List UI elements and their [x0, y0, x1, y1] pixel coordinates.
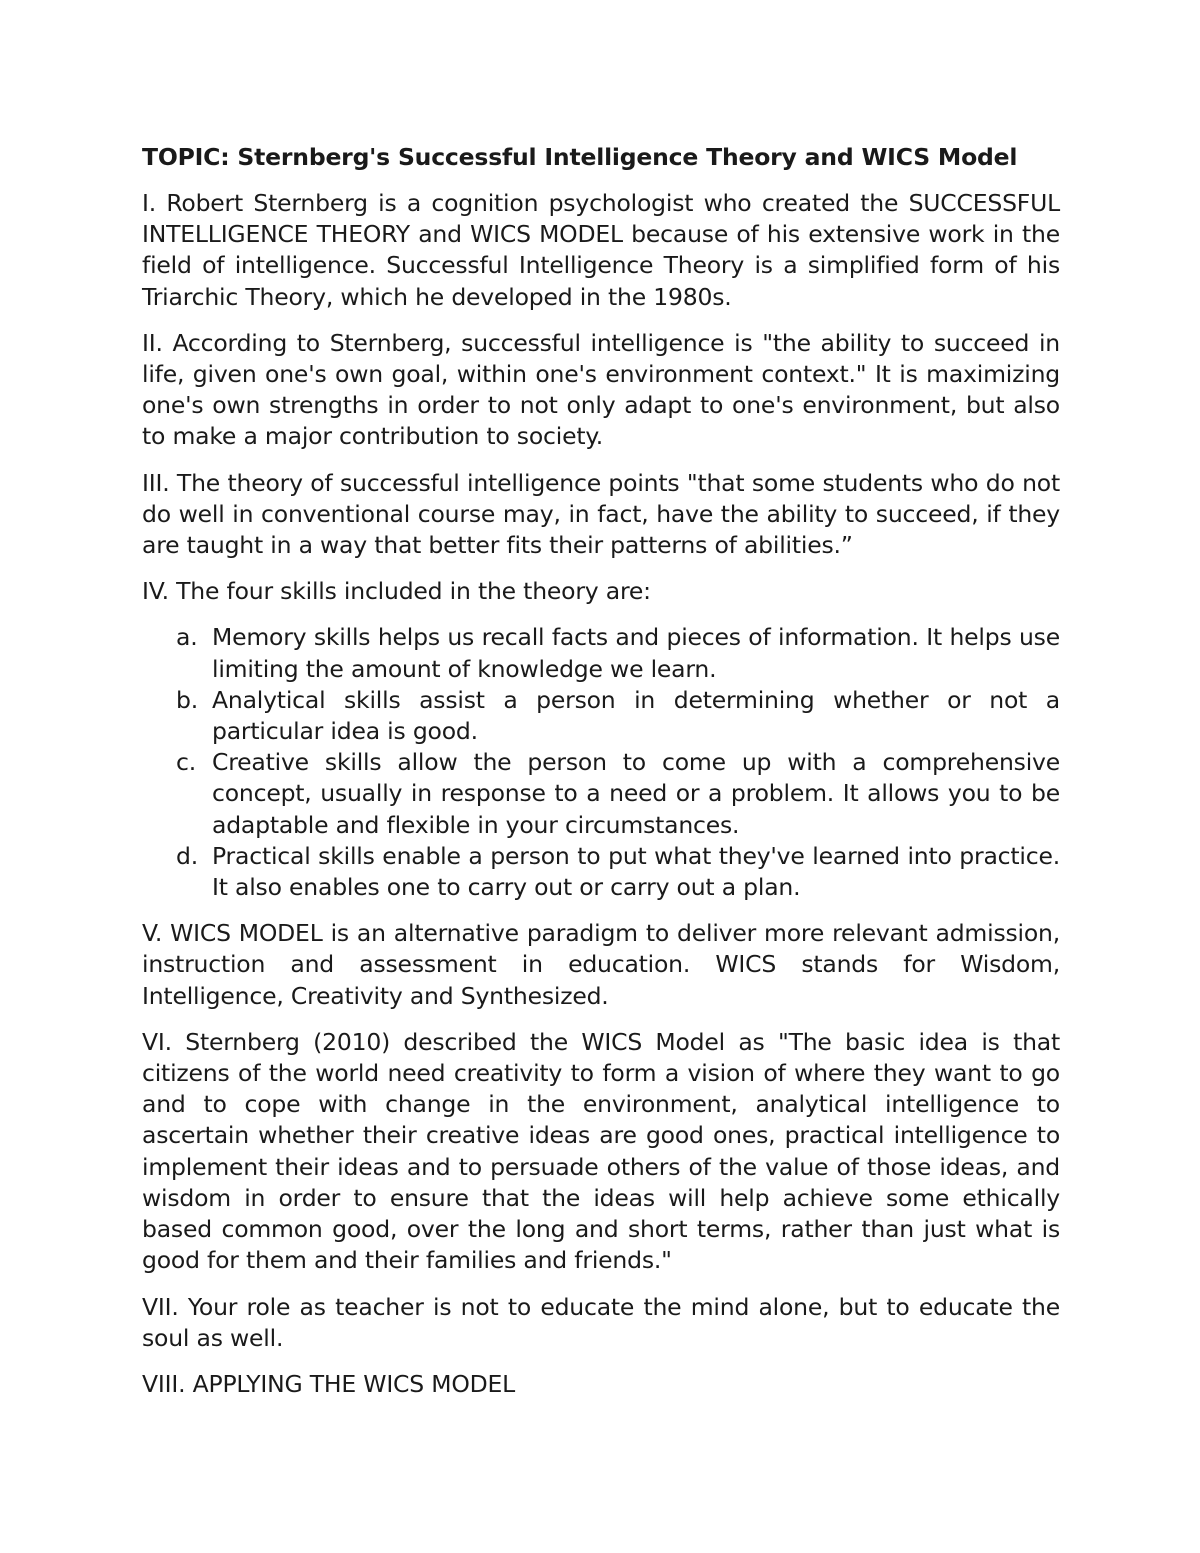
- paragraph-v: V. WICS MODEL is an alternative paradigm to deliver more relevant admission, instruction and assessment in education. WICS stands for Wisdom, Intelligence, Creativity and Synthesized.: [142, 919, 1060, 1010]
- paragraph-iv: IV. The four skills included in the theory are:: [142, 577, 651, 606]
- list-item-b: [142, 685, 1060, 747]
- paragraph-vii: VII. Your role as teacher is not to educate the mind alone, but to educate the soul as well.: [142, 1292, 1060, 1352]
- skills-list: [142, 622, 1060, 903]
- document-title: TOPIC: Sternberg's Successful Intelligence Theory and WICS Model: [142, 143, 1018, 171]
- paragraph-viii: VIII. APPLYING THE WICS MODEL: [142, 1369, 516, 1398]
- list-marker: d.: [176, 841, 198, 870]
- list-item-text: Creative skills allow the person to come up with a comprehensive concept, usually in response to a need or a problem. It allows you to be adaptable and flexible in your circumstances.: [212, 748, 1060, 839]
- list-marker: c.: [176, 748, 196, 777]
- list-marker: a.: [176, 623, 198, 652]
- list-item-text: Practical skills enable a person to put what they've learned into practice. It also enables one to carry out or carry out a plan.: [212, 841, 1060, 902]
- list-item-text: Memory skills helps us recall facts and pieces of information. It helps use limiting the amount of knowledge we learn.: [212, 623, 1060, 683]
- list-item-a: [142, 622, 1060, 684]
- document-body: [142, 140, 1060, 1415]
- paragraph-iii: III. The theory of successful intelligence points "that some students who do not do well in conventional course may, in fact, have the ability to succeed, if they are taught in a way that better fits their patterns of abilities.”: [142, 468, 1060, 560]
- list-marker: b.: [176, 685, 198, 714]
- paragraph-i: I. Robert Sternberg is a cognition psychologist who created the SUCCESSFUL INTELLIGENCE THEORY and WICS MODEL because of his extensive work in the field of intelligence. Successful Intelligence Theory is a simplified form of his Triarchic Theory, which he developed in the 1980s.: [142, 189, 1060, 311]
- list-item-text: Analytical skills assist a person in determining whether or not a particular idea is good.: [212, 685, 1060, 746]
- paragraph-vi: VI. Sternberg (2010) described the WICS Model as "The basic idea is that citizens of the world need creativity to form a vision of where they want to go and to cope with change in the environment, analytical intelligence to ascertain whether their creative ideas are good ones, practical intelligence to implement their ideas and to persuade others of the value of those ideas, and wisdom in order to ensure that the ideas will help achieve some ethically based common good, over the long and short terms, rather than just what is good for them and their families and friends.": [142, 1027, 1060, 1275]
- list-item-d: [142, 841, 1060, 903]
- paragraph-ii: II. According to Sternberg, successful intelligence is "the ability to succeed in life, given one's own goal, within one's environment context." It is maximizing one's own strengths in order to not only adapt to one's environment, but also to make a major contribution to society.: [142, 328, 1060, 451]
- list-item-c: [142, 747, 1060, 841]
